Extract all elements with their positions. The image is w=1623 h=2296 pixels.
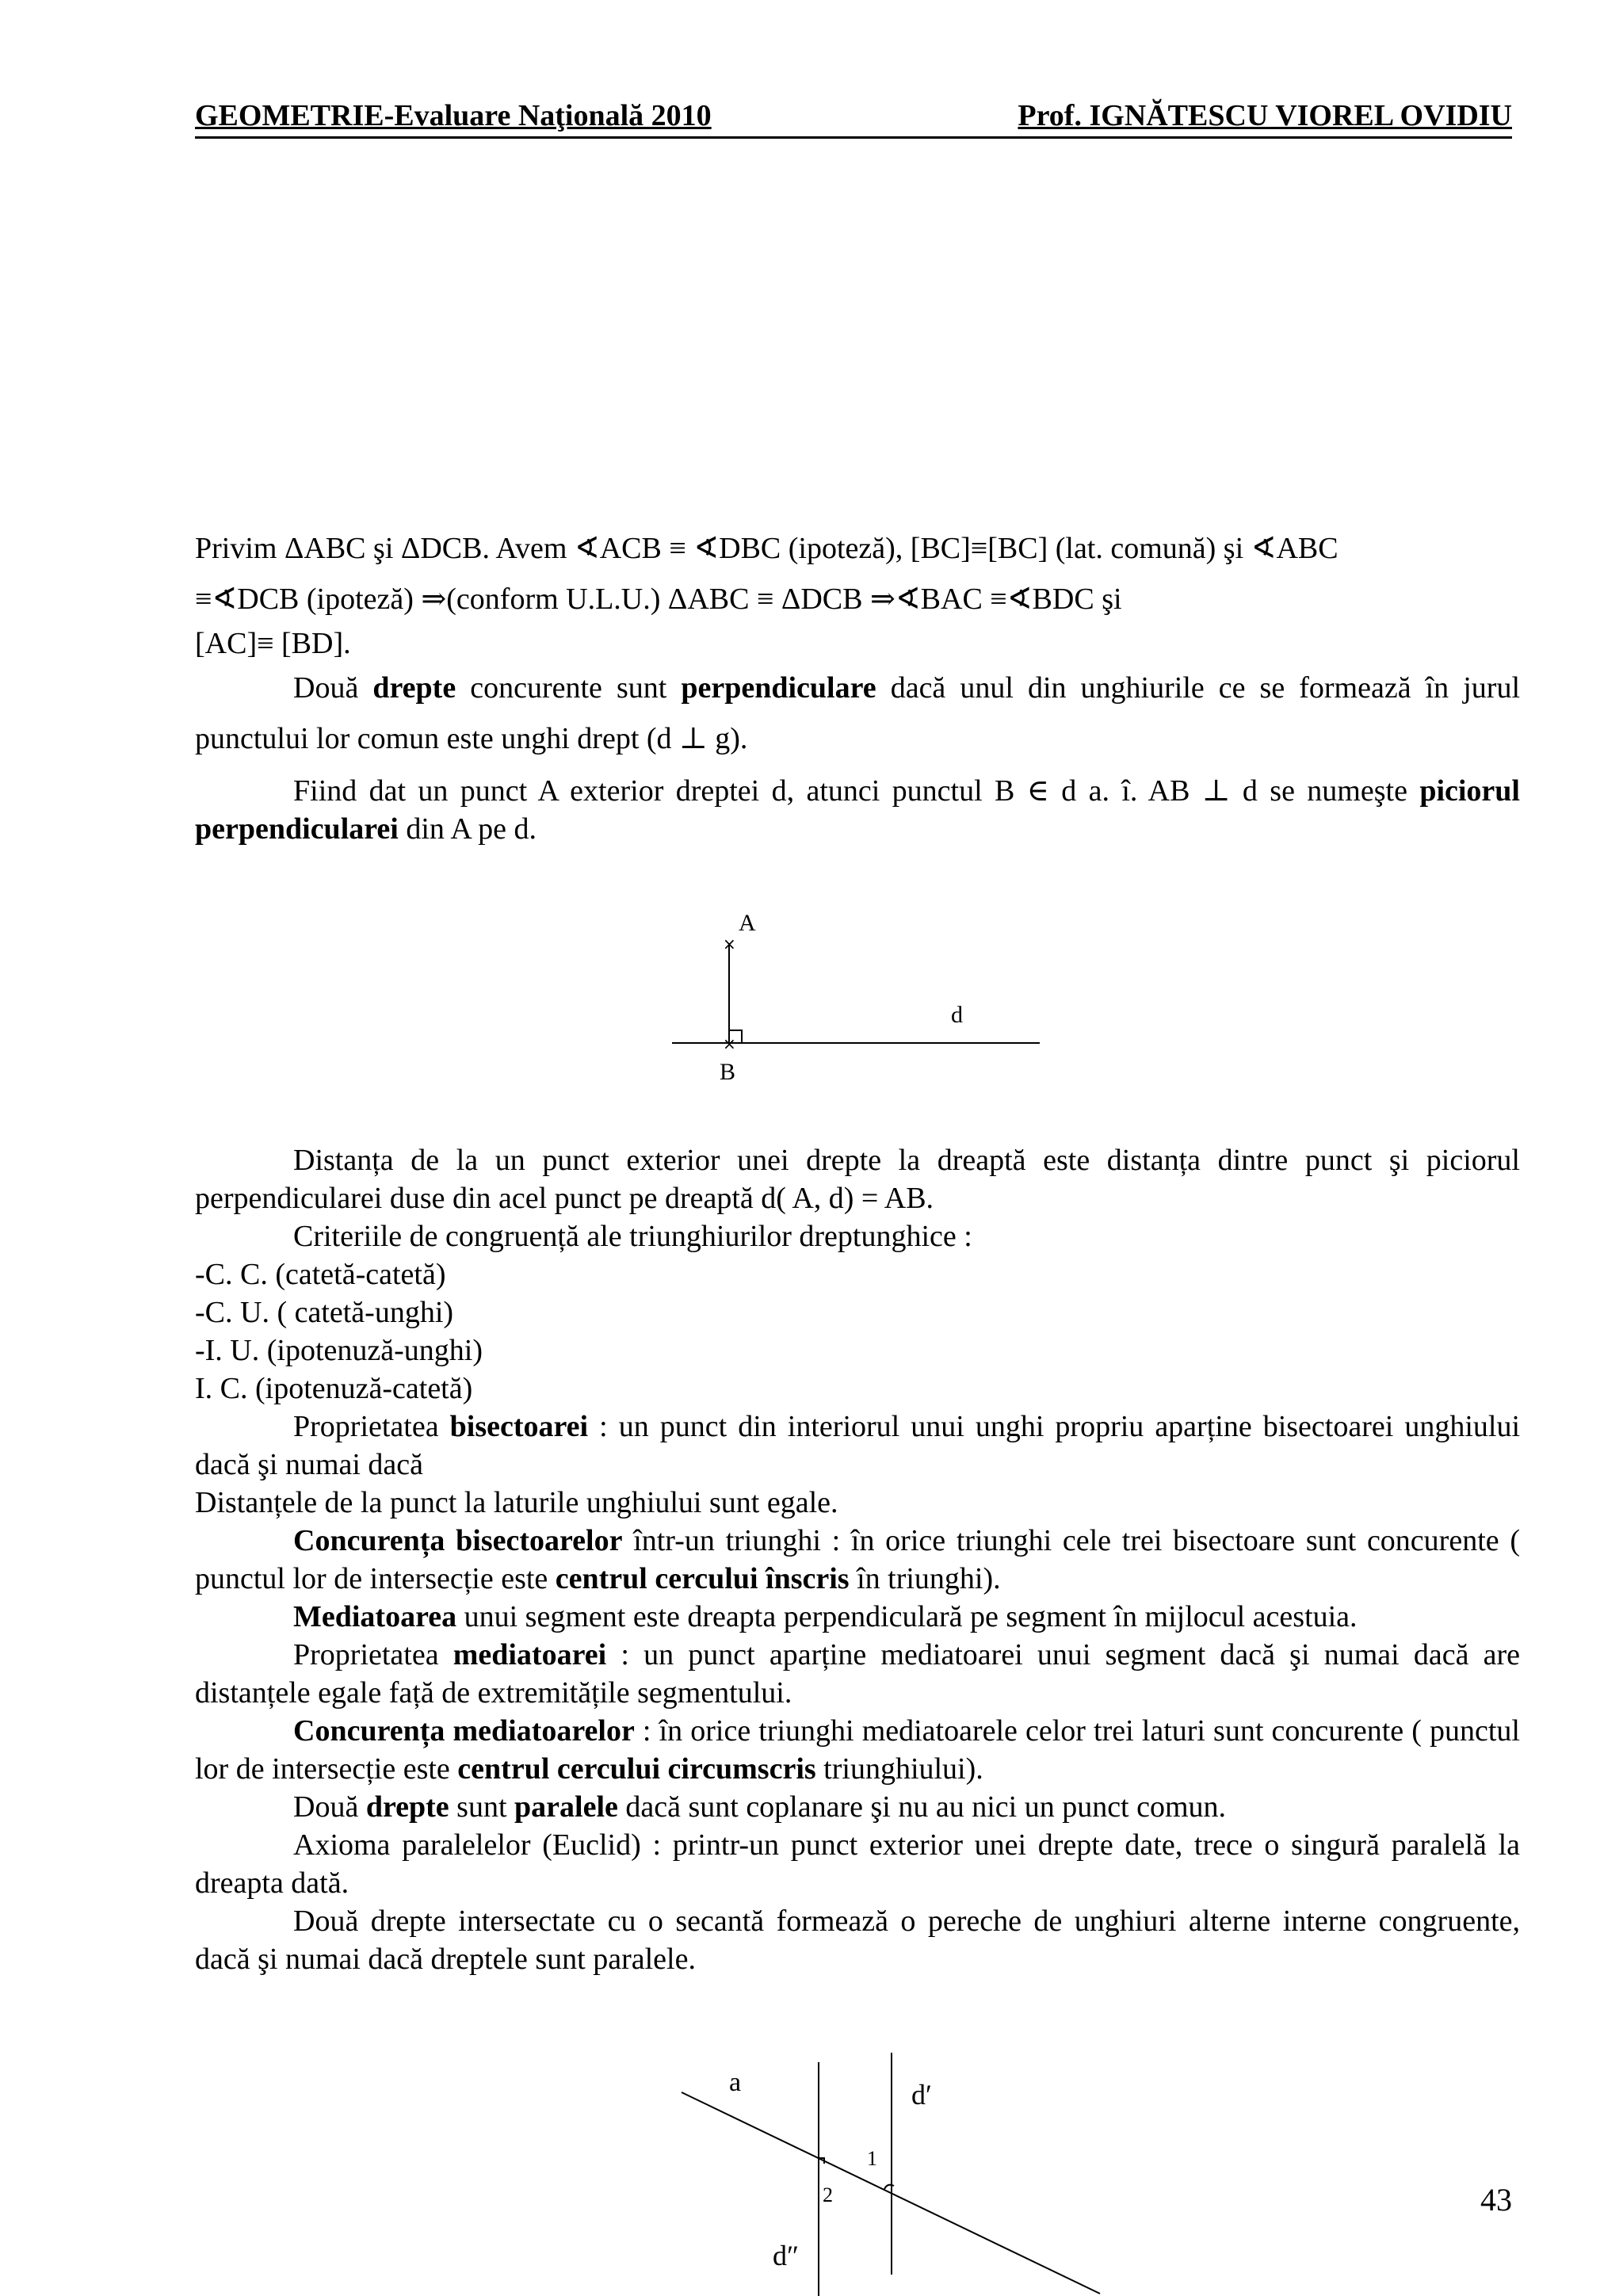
label-angle-1: 1 xyxy=(867,2147,877,2170)
criteria-item-cc: -C. C. (catetă-catetă) xyxy=(195,1258,446,1291)
paragraph-parallel-lines: Două drepte sunt paralele dacă sunt coplanare şi nu au nici un punct comun. xyxy=(293,1790,1227,1824)
document-body xyxy=(195,523,1520,1978)
label-a: A xyxy=(739,910,756,936)
term-concurenta-bisectoarelor: Concurența bisectoarelor xyxy=(293,1524,623,1557)
term-drepte: drepte xyxy=(372,671,456,705)
term-centrul-cercului-circumscris: centrul cercului circumscris xyxy=(457,1752,816,1786)
proof-line-3: [AC]≡ [BD]. xyxy=(195,627,351,660)
criteria-title: Criteriile de congruență ale triunghiurilor dreptunghice : xyxy=(293,1220,972,1253)
figure-parallels-secant xyxy=(674,2045,1117,2296)
paragraph-mediator-concurrency: Concurența mediatoarelor : în orice triunghi mediatoarele celor trei laturi sunt concurente ( punctul lor de intersecție este centrul cercului circumscris triunghiului). xyxy=(195,1714,1520,1786)
paragraph-mediator: Mediatoarea unui segment este dreapta perpendiculară pe segment în mijlocul acestuia. xyxy=(293,1600,1358,1633)
paragraph-bisector-property: Proprietatea bisectoarei : un punct din interiorul unui unghi propriu aparține bisectoarei unghiului dacă şi numai dacă xyxy=(195,1410,1520,1481)
paragraph-triangle-proof xyxy=(195,523,1520,625)
label-b: B xyxy=(720,1059,736,1085)
page-number: 43 xyxy=(1480,2182,1512,2218)
criteria-item-cu: -C. U. ( catetă-unghi) xyxy=(195,1296,454,1329)
header-author: Prof. IGNĂTESCU VIOREL OVIDIU xyxy=(1018,99,1512,132)
label-d-prime: d′ xyxy=(911,2079,932,2111)
term-mediatoarei: mediatoarei xyxy=(453,1638,607,1671)
paragraph-foot-of-perpendicular: Fiind dat un punct A exterior dreptei d, atunci punctul B ∈ d a. î. AB ⊥ d se numeşte piciorul perpendicularei din A pe d. xyxy=(195,774,1520,846)
label-d: d xyxy=(951,1002,963,1028)
paragraph-bisector-concurrency: Concurența bisectoarelor într-un triunghi : în orice triunghi cele trei bisectoare sunt concurente ( punctul lor de intersecție este centrul cercului înscris în triunghi). xyxy=(195,1524,1520,1595)
point-b-mark: × xyxy=(723,1034,736,1053)
label-a-line: a xyxy=(729,2068,742,2097)
point-a-mark: × xyxy=(723,934,736,953)
paragraph-alternate-angles: Două drepte intersectate cu o secantă formează o pereche de unghiuri alterne interne congruente, dacă şi numai dacă dreptele sunt paralele. xyxy=(195,1904,1520,1976)
term-paralele: paralele xyxy=(514,1790,618,1824)
term-concurenta-mediatoarelor: Concurența mediatoarelor xyxy=(293,1714,635,1748)
paragraph-distance: Distanța de la un punct exterior unei drepte la dreaptă este distanța dintre punct şi piciorul perpendicularei duse din acel punct pe dreaptă d( A, d) = AB. xyxy=(195,1144,1520,1215)
term-mediatoarea: Mediatoarea xyxy=(293,1600,457,1633)
proof-line-3-wrap xyxy=(195,625,1520,663)
criteria-item-iu: -I. U. (ipotenuză-unghi) xyxy=(195,1334,483,1367)
angle-mark-1 xyxy=(884,2185,894,2189)
proof-line-1: Privim ΔABC şi ΔDCB. Avem ∢ACB ≡ ∢DBC (ipoteză), [BC]≡[BC] (lat. comună) şi ∢ABC xyxy=(195,532,1338,565)
proof-line-2: ≡∢DCB (ipoteză) ⇒(conform U.L.U.) ΔABC ≡ ΔDCB ⇒∢BAC ≡∢BDC şi xyxy=(195,583,1122,616)
term-piciorul-perpendicularei: piciorul perpendicularei xyxy=(195,774,1520,846)
term-bisectoarei: bisectoarei xyxy=(449,1410,589,1443)
paragraph-perpendicular: Două drepte concurente sunt perpendiculare dacă unul din unghiurile ce se formează în jurul punctului lor comun este unghi drept (d ⊥ g). xyxy=(195,671,1520,755)
paragraph-euclid-axiom: Axioma paralelelor (Euclid) : printr-un punct exterior unei drepte date, trece o singură paralelă la dreapta dată. xyxy=(195,1828,1520,1900)
term-perpendiculare: perpendiculare xyxy=(681,671,876,705)
label-angle-2: 2 xyxy=(823,2183,833,2206)
term-centrul-cercului-inscris: centrul cercului înscris xyxy=(555,1562,850,1595)
header-title: GEOMETRIE-Evaluare Naţională 2010 xyxy=(195,99,712,132)
criteria-item-ic: I. C. (ipotenuză-catetă) xyxy=(195,1372,473,1405)
label-d-double-prime: d″ xyxy=(773,2240,799,2271)
figure-perpendicular xyxy=(650,896,1062,1094)
paragraph-bisector-distances: Distanțele de la punct la laturile unghiului sunt egale. xyxy=(195,1486,838,1519)
page-header xyxy=(195,97,1512,139)
paragraph-mediator-property: Proprietatea mediatoarei : un punct aparține mediatoarei unui segment dacă şi numai dacă are distanțele egale față de extremitățile segmentului. xyxy=(195,1638,1520,1710)
term-drepte-2: drepte xyxy=(365,1790,449,1824)
